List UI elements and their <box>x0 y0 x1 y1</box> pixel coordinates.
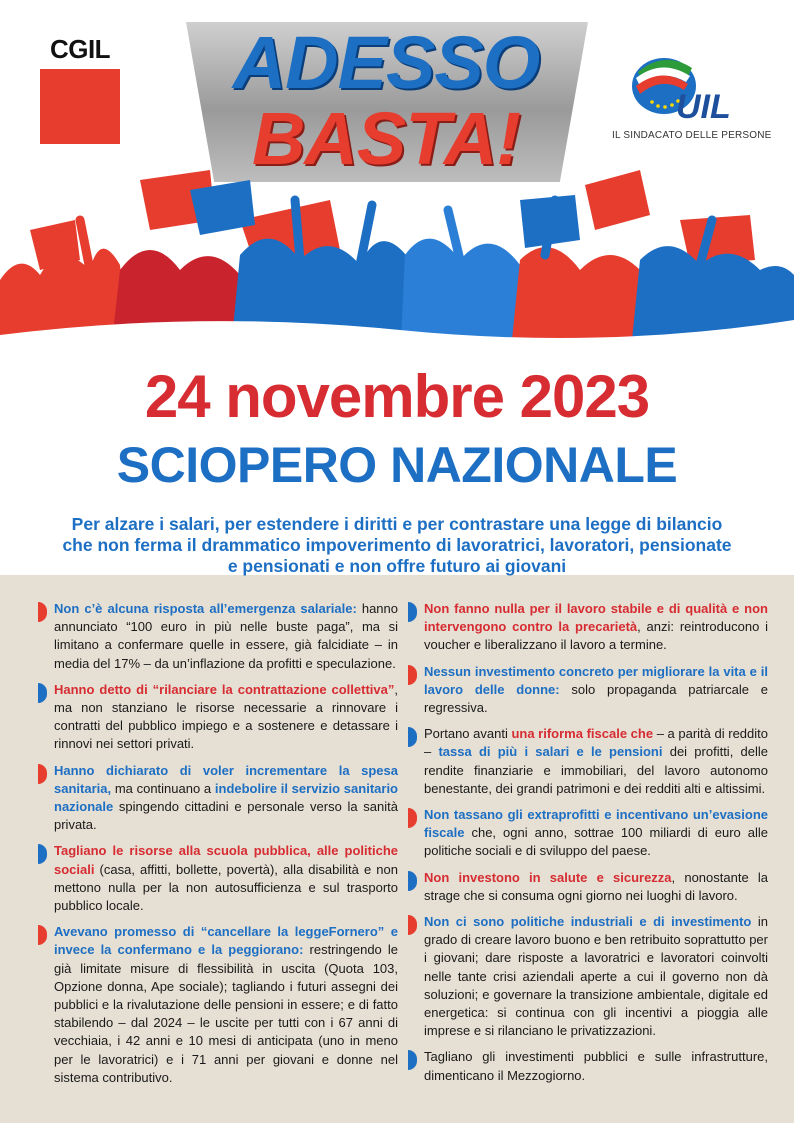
cgil-logo-text: CGIL <box>49 34 111 64</box>
list-item <box>408 913 768 1040</box>
item-text: solo propaganda patriarcale e regressiva. <box>424 681 769 716</box>
list-item <box>408 806 768 861</box>
cgil-red-square <box>40 69 120 144</box>
title-line-2: BASTA! <box>251 97 521 180</box>
bullet-marker-icon <box>38 602 47 622</box>
item-highlight: Avevano promesso di “cancellare la leggeFornero” e invece la confermano e la peggiorano: <box>54 924 398 958</box>
item-highlight: Non fanno nulla per il lavoro stabile e di qualità e non intervengono contro la precarietà <box>424 601 768 635</box>
list-item <box>38 842 398 915</box>
item-highlight: tassa di più i salari e le pensioni <box>438 744 663 760</box>
bullet-marker-icon <box>38 764 47 784</box>
item-text: Tagliano gli investimenti pubblici e sulle infrastrutture, dimenticano il Mezzogiorno. <box>424 1049 768 1083</box>
list-item <box>408 869 768 905</box>
item-highlight: Non ci sono politiche industriali e di investimento <box>424 914 752 930</box>
bullet-marker-icon <box>38 844 47 864</box>
list-item <box>408 663 768 718</box>
title-line-1: ADESSO <box>232 21 540 104</box>
item-highlight: una riforma fiscale che <box>511 726 654 742</box>
item-text: , ma non stanziano le risorse necessarie a rinnovare i contratti del pubblico impiego e a sostenere e detassare i rinnovi nei settori privati. <box>54 681 398 752</box>
list-item <box>38 600 398 673</box>
bullet-marker-icon <box>408 808 417 828</box>
intro-text: Per alzare i salari, per estendere i diritti e per contrastare una legge di bilancio che non ferma il drammatico impoverimento di lavoratrici, lavoratori, pensionate e pensionati e non offre futuro ai giovani <box>62 514 732 576</box>
bullet-marker-icon <box>408 915 417 935</box>
item-text: spingendo cittadini e personale verso la sanità privata. <box>54 799 398 833</box>
uil-caption: IL SINDACATO DELLE PERSONE <box>612 130 772 141</box>
bullet-marker-icon <box>408 602 417 622</box>
item-highlight: Hanno dichiarato di voler incrementare la spesa sanitaria, <box>54 762 398 796</box>
item-highlight: Tagliano le risorse alla scuola pubblica, alle politiche sociali <box>54 843 398 877</box>
bullet-marker-icon <box>408 1050 417 1070</box>
strike-title: SCIOPERO NAZIONALE <box>116 437 678 493</box>
list-item <box>408 600 768 655</box>
item-text: in grado di creare lavoro buono e ben retribuito soprattutto per i giovani; dare risposte a lavoratrici e lavoratori coinvolti nelle tante crisi aziendali aperte a cui il governo non dà soluzioni; e governare la transizione ambientale, digitale ed energetica: si continua con gli incentivi a pioggia alle imprese e si rilanciano le privatizzazioni. <box>424 914 768 1039</box>
cgil-logo <box>40 34 120 144</box>
item-highlight: Nessun investimento concreto per migliorare la vita e il lavoro delle donne: <box>424 663 768 697</box>
item-highlight: Non c’è alcuna risposta all’emergenza salariale: <box>54 601 357 616</box>
item-text: che, ogni anno, sottrae 100 miliardi di euro alle politiche sociali e di sviluppo del paese. <box>424 825 768 859</box>
item-text: ma continuano a <box>111 780 215 796</box>
item-text: – a parità di reddito – <box>424 726 768 760</box>
bullet-marker-icon <box>38 683 47 703</box>
left-column <box>38 600 398 1095</box>
item-highlight: Hanno detto di “rilanciare la contrattazione collettiva” <box>54 681 395 697</box>
list-item <box>408 1048 768 1084</box>
uil-logo-text: UIL <box>676 88 731 126</box>
list-item <box>38 762 398 835</box>
item-text: (casa, affitti, bollette, povertà), alla disabilità e non mettono nulla per la non autosufficienza e sul trasporto pubblico locale. <box>54 861 398 914</box>
right-column <box>408 600 768 1093</box>
crowd-illustration <box>0 160 794 360</box>
item-text: , anzi: reintroducono i voucher e liberalizzano il lavoro a termine. <box>424 619 768 653</box>
bullet-marker-icon <box>408 665 417 685</box>
list-item <box>38 923 398 1087</box>
bullet-marker-icon <box>38 925 47 945</box>
item-highlight: Non tassano gli extraprofitti e incentivano un’evasione fiscale <box>424 807 768 841</box>
list-item <box>408 725 768 798</box>
item-text: Portano avanti <box>424 726 512 742</box>
bullet-marker-icon <box>408 727 417 747</box>
bullet-marker-icon <box>408 871 417 891</box>
list-item <box>38 681 398 754</box>
item-text: , nonostante la strage che si consuma ogni giorno nei luoghi di lavoro. <box>424 869 768 903</box>
item-highlight: Non investono in salute e sicurezza <box>424 869 672 885</box>
item-text: hanno annunciato “100 euro in più nelle buste paga”, ma si limitano a confermare quelle in essere, già falcidiate – in media del 17% – da un’inflazione da profitti e speculazione. <box>54 601 398 671</box>
item-highlight: indebolire il servizio sanitario nazionale <box>54 780 398 815</box>
item-text: restringendo le già limitate misure di flessibilità in uscita (Quota 103, Opzione donna, Ape sociale); tagliando i futuri assegni dei pubblici e la rivalutazione delle pensioni in essere; e di fatto stabilendo – dal 2024 – le uscite per tutti con i 67 anni di vecchiaia, i 42 anni e 10 mesi di anticipata (uno in meno per le lavoratrici) e i 71 anni per giovani e donne nel sistema contributivo. <box>54 942 398 1085</box>
strike-date: 24 novembre 2023 <box>144 363 650 430</box>
item-text: dei profitti, delle rendite finanziarie e immobiliari, del lavoro autonomo benestante, dei grandi patrimoni e dei redditi alti e altissimi. <box>424 744 769 796</box>
